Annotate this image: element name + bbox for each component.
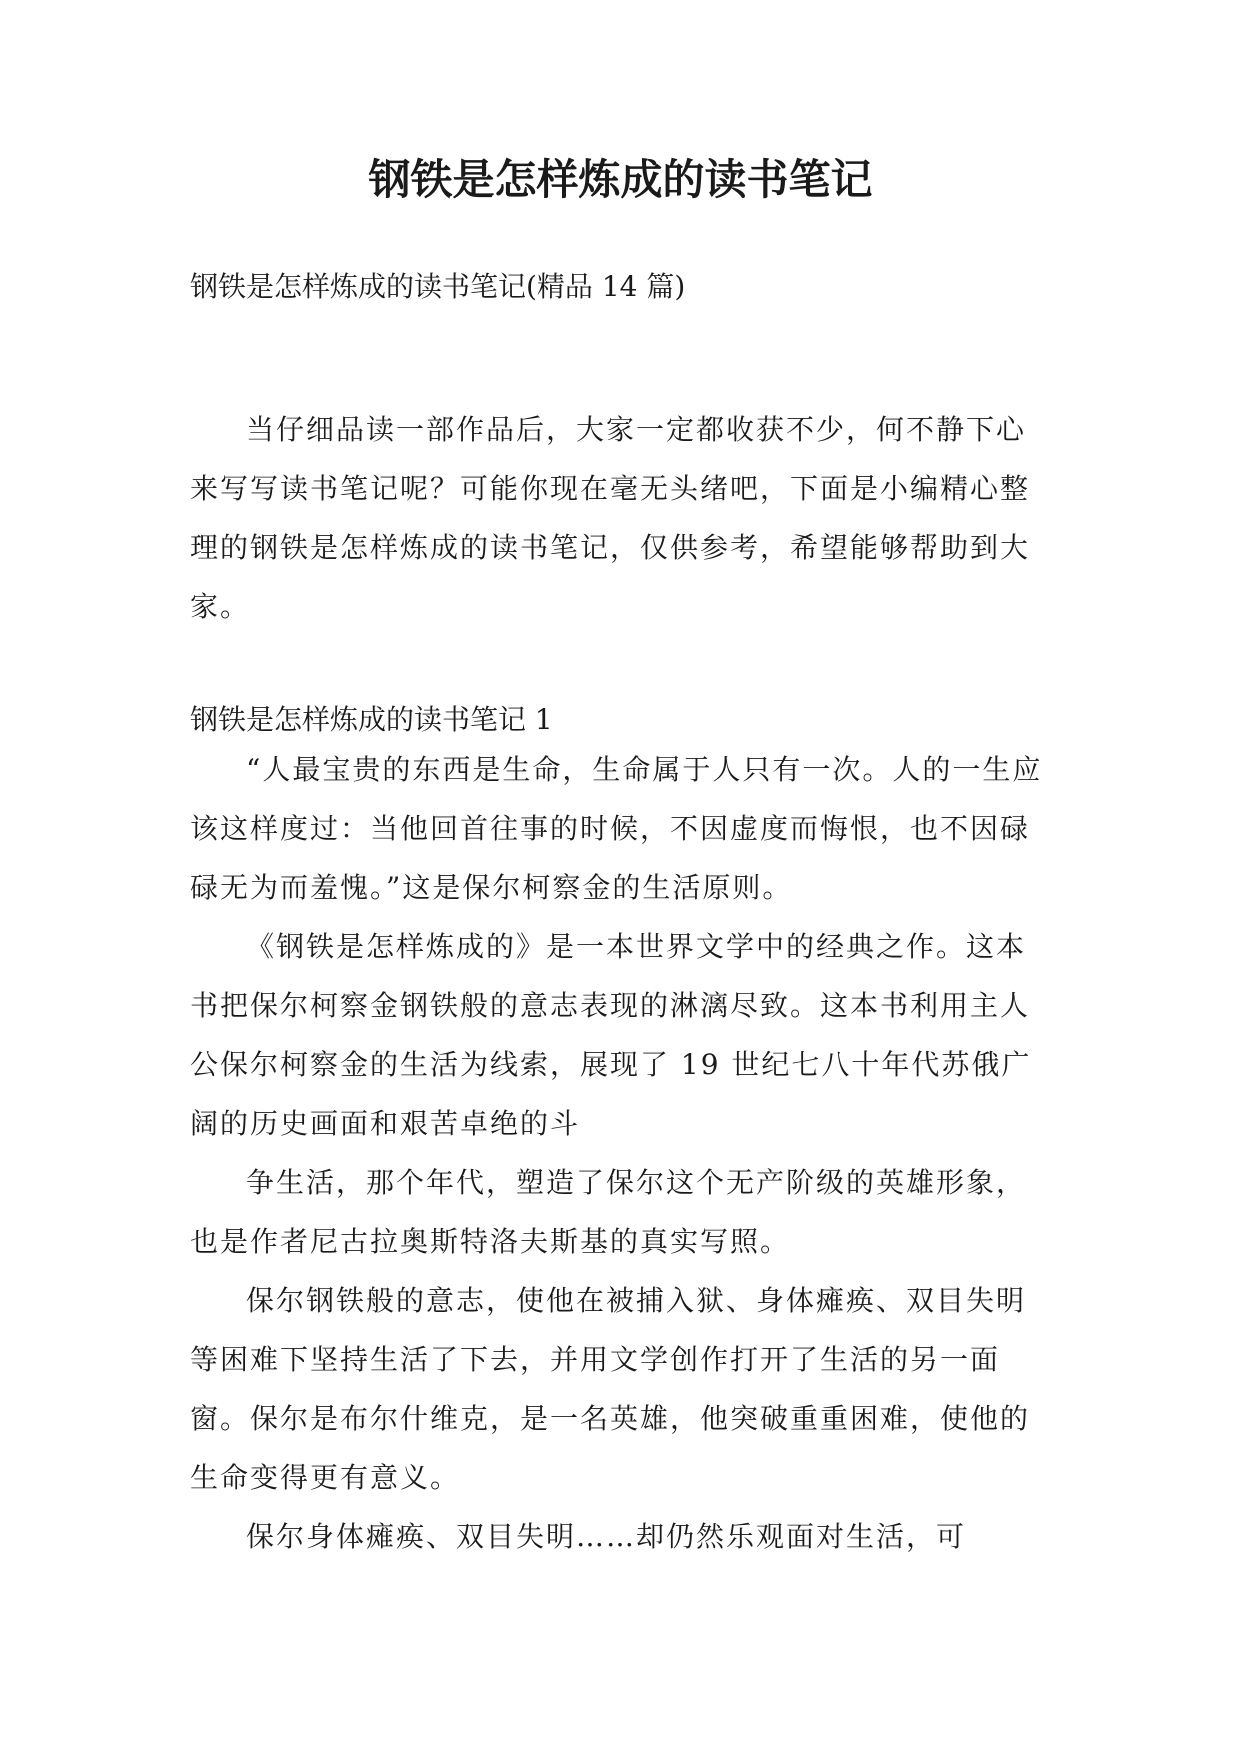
body-paragraph-4: 保尔钢铁般的意志，使他在被捕入狱、身体瘫痪、双目失明等困难下坚持生活了下去，并用文学创作打开了生活的另一面窗。保尔是布尔什维克，是一名英雄，他突破重重困难，使他的生命变得更有意义。	[190, 1284, 1031, 1494]
section-body	[190, 740, 1052, 1566]
section-heading: 钢铁是怎样炼成的读书笔记 1	[190, 703, 553, 736]
body-paragraph-3: 争生活，那个年代，塑造了保尔这个无产阶级的英雄形象，也是作者尼古拉奥斯特洛夫斯基的真实写照。	[190, 1166, 1027, 1258]
intro-block	[190, 400, 1052, 636]
document-title: 钢铁是怎样炼成的读书笔记	[368, 155, 873, 204]
body-paragraph-5: 保尔身体瘫痪、双目失明……却仍然乐观面对生活，可	[246, 1520, 967, 1553]
body-paragraph-2: 《钢铁是怎样炼成的》是一本世界文学中的经典之作。这本书把保尔柯察金钢铁般的意志表现的淋漓尽致。这本书利用主人公保尔柯察金的生活为线索，展现了 19 世纪七八十年代苏俄广阔的历史画面和艰苦卓绝的斗	[190, 930, 1032, 1140]
document-subtitle: 钢铁是怎样炼成的读书笔记(精品 14 篇)	[190, 270, 686, 303]
body-paragraph-1: “人最宝贵的东西是生命，生命属于人只有一次。人的一生应该这样度过：当他回首往事的时候，不因虚度而悔恨，也不因碌碌无为而羞愧。”这是保尔柯察金的生活原则。	[190, 753, 1043, 904]
intro-paragraph: 当仔细品读一部作品后，大家一定都收获不少，何不静下心来写写读书笔记呢？可能你现在毫无头绪吧，下面是小编精心整理的钢铁是怎样炼成的读书笔记，仅供参考，希望能够帮助到大家。	[190, 413, 1031, 623]
